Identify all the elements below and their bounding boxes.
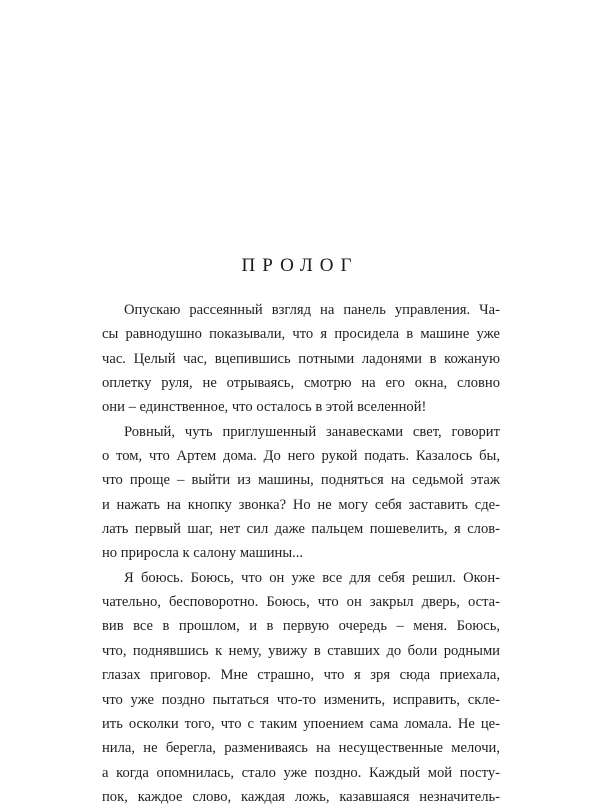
body-text: [102, 298, 500, 809]
text-line: оплетку руля, не отрываясь, смотрю на его окна, словно: [102, 375, 500, 392]
text-line: час. Целый час, вцепившись потными ладонями в кожаную: [102, 350, 500, 367]
text-line: Я боюсь. Боюсь, что он уже все для себя решил. Окон-: [124, 569, 500, 586]
text-line: что, поднявшись к нему, увижу в ставших до боли родными: [102, 642, 500, 659]
text-line: что уже поздно пытаться что-то изменить, исправить, скле-: [102, 691, 500, 708]
text-line: лать первый шаг, нет сил даже пальцем пошевелить, я слов-: [102, 521, 500, 538]
text-line: о том, что Артем дома. До него рукой подать. Казалось бы,: [102, 448, 500, 465]
text-line: они – единственное, что осталось в этой вселенной!: [102, 399, 427, 416]
text-line: и нажать на кнопку звонка? Но не могу себя заставить сде-: [102, 496, 500, 513]
text-line: глазах приговор. Мне страшно, что я зря сюда приехала,: [102, 667, 500, 684]
text-line: нила, не берегла, размениваясь на несущественные мелочи,: [102, 740, 500, 757]
text-line: сы равнодушно показывали, что я просидела в машине уже: [102, 326, 500, 343]
text-line: ить осколки того, что с таким упоением сама ломала. Не це-: [102, 715, 500, 732]
text-line: Ровный, чуть приглушенный занавесками свет, говорит: [124, 423, 500, 440]
text-line: что проще – выйти из машины, подняться на седьмой этаж: [102, 472, 500, 489]
text-line: а когда опомнилась, стало уже поздно. Каждый мой посту-: [102, 764, 500, 781]
text-line: пок, каждое слово, каждая ложь, казавшаяся незначитель-: [102, 788, 500, 805]
text-line: Опускаю рассеянный взгляд на панель управления. Ча-: [124, 302, 500, 318]
text-line: вив все в прошлом, и в первую очередь – меня. Боюсь,: [102, 618, 500, 635]
text-line: чательно, бесповоротно. Боюсь, что он закрыл дверь, оста-: [102, 594, 500, 611]
chapter-title: ПРОЛОГ: [241, 255, 359, 276]
text-line: но приросла к салону машины...: [102, 545, 304, 562]
